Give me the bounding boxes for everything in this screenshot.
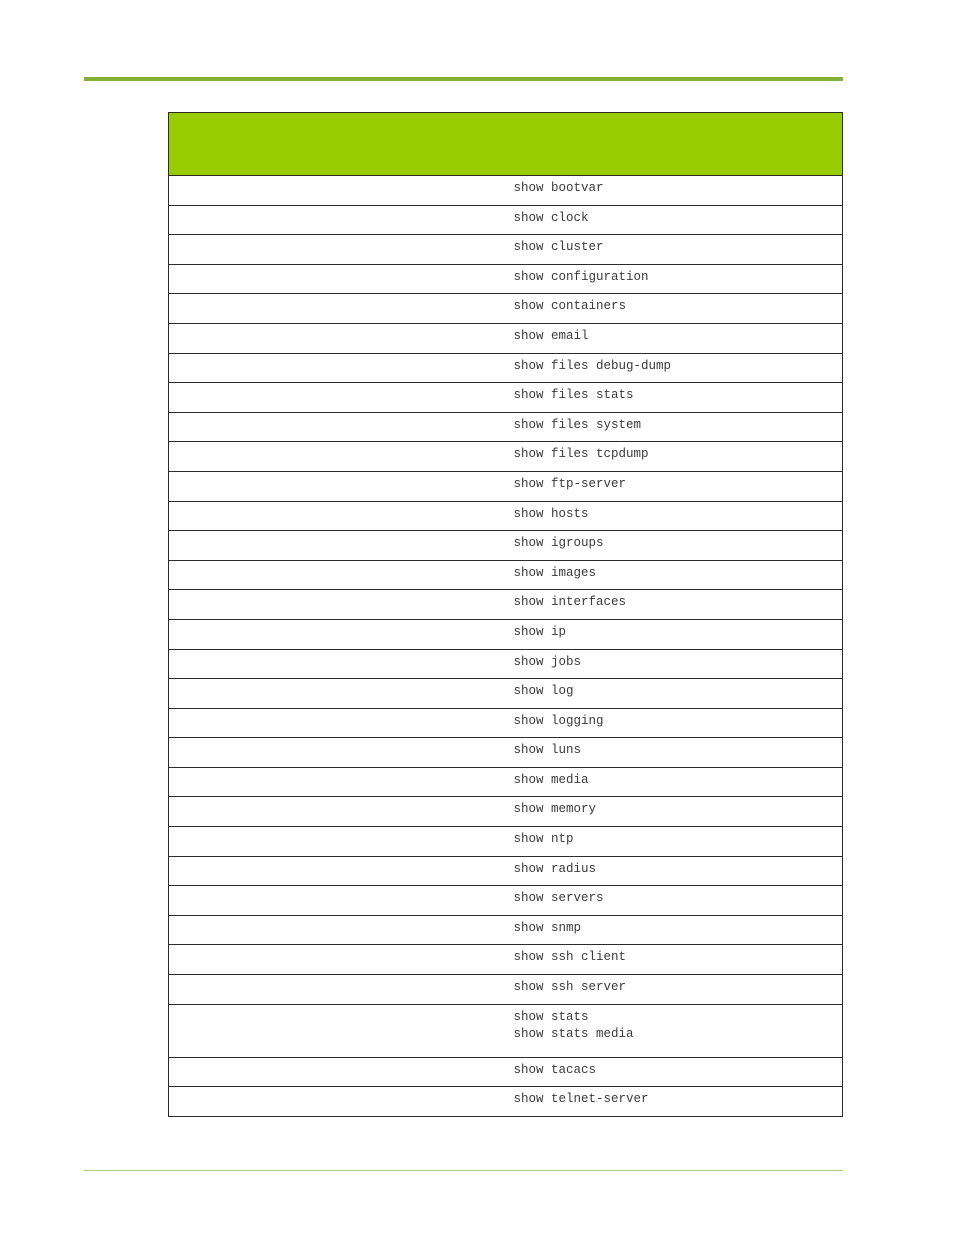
command-text: show ssh client — [513, 950, 627, 965]
table-row — [169, 708, 843, 738]
table-body — [169, 176, 843, 1117]
command-cell — [506, 383, 843, 413]
row-label-cell — [169, 975, 506, 1005]
row-label-cell — [169, 471, 506, 501]
command-cell — [506, 264, 843, 294]
table-row — [169, 975, 843, 1005]
command-cell — [506, 353, 843, 383]
command-text: show ntp — [513, 832, 574, 847]
footer-rule — [84, 1170, 843, 1171]
command-text: show containers — [513, 299, 627, 314]
command-cell — [506, 176, 843, 206]
command-cell — [506, 827, 843, 857]
header-rule — [84, 77, 843, 81]
command-text: show files tcpdump — [513, 447, 649, 462]
table-row — [169, 856, 843, 886]
table-row — [169, 323, 843, 353]
command-text: show files stats — [513, 388, 634, 403]
header-cell-right — [506, 113, 843, 176]
table-row — [169, 531, 843, 561]
command-text: show configuration — [513, 269, 649, 284]
command-cell — [506, 886, 843, 916]
command-cell — [506, 1057, 843, 1087]
command-cell — [506, 738, 843, 768]
command-cell — [506, 708, 843, 738]
table-row — [169, 205, 843, 235]
command-text: show luns — [513, 743, 582, 758]
table-row — [169, 235, 843, 265]
command-text: show igroups — [513, 536, 604, 551]
table-row — [169, 412, 843, 442]
row-label-cell — [169, 856, 506, 886]
command-text: show ftp-server — [513, 476, 627, 491]
row-label-cell — [169, 886, 506, 916]
row-label-cell — [169, 264, 506, 294]
table-row — [169, 590, 843, 620]
row-label-cell — [169, 1004, 506, 1057]
row-label-cell — [169, 915, 506, 945]
command-cell — [506, 471, 843, 501]
command-text: show media — [513, 772, 589, 787]
row-label-cell — [169, 235, 506, 265]
command-text: show servers — [513, 891, 604, 906]
command-text: show clock — [513, 210, 589, 225]
row-label-cell — [169, 679, 506, 709]
table-row — [169, 471, 843, 501]
table-row — [169, 442, 843, 472]
command-text: show files debug-dump — [513, 358, 672, 373]
table-row — [169, 501, 843, 531]
command-text: show ip — [513, 624, 567, 639]
command-text: show memory — [513, 802, 597, 817]
row-label-cell — [169, 176, 506, 206]
command-text: show jobs — [513, 654, 582, 669]
command-cell — [506, 412, 843, 442]
row-label-cell — [169, 827, 506, 857]
row-label-cell — [169, 945, 506, 975]
command-text: show email — [513, 328, 589, 343]
command-cell — [506, 501, 843, 531]
row-label-cell — [169, 353, 506, 383]
row-label-cell — [169, 531, 506, 561]
table-row — [169, 945, 843, 975]
row-label-cell — [169, 560, 506, 590]
table-row — [169, 294, 843, 324]
header-cell-left — [169, 113, 506, 176]
table-row — [169, 176, 843, 206]
table-row — [169, 679, 843, 709]
command-text: show radius — [513, 861, 597, 876]
command-text: show tacacs — [513, 1062, 597, 1077]
row-label-cell — [169, 323, 506, 353]
command-text: show stats — [513, 1009, 589, 1024]
command-cell — [506, 679, 843, 709]
command-cell — [506, 1087, 843, 1117]
command-text: show bootvar — [513, 181, 604, 195]
command-cell — [506, 590, 843, 620]
row-label-cell — [169, 797, 506, 827]
table-row — [169, 353, 843, 383]
table-row — [169, 1004, 843, 1057]
table-row — [169, 1087, 843, 1117]
command-text: show snmp — [513, 920, 582, 935]
command-cell — [506, 767, 843, 797]
table-row — [169, 797, 843, 827]
row-label-cell — [169, 383, 506, 413]
command-cell — [506, 294, 843, 324]
command-cell — [506, 323, 843, 353]
table-row — [169, 560, 843, 590]
row-label-cell — [169, 1087, 506, 1117]
command-cell — [506, 235, 843, 265]
row-label-cell — [169, 767, 506, 797]
command-text: show files system — [513, 417, 642, 432]
command-text: show logging — [513, 713, 604, 728]
row-label-cell — [169, 442, 506, 472]
command-cell — [506, 649, 843, 679]
table-row — [169, 619, 843, 649]
command-cell — [506, 205, 843, 235]
row-label-cell — [169, 205, 506, 235]
command-cell — [506, 560, 843, 590]
table-row — [169, 738, 843, 768]
row-label-cell — [169, 708, 506, 738]
row-label-cell — [169, 501, 506, 531]
row-label-cell — [169, 294, 506, 324]
table-row — [169, 264, 843, 294]
command-cell — [506, 856, 843, 886]
command-text: show hosts — [513, 506, 589, 521]
command-cell — [506, 531, 843, 561]
table-row — [169, 383, 843, 413]
command-cell — [506, 975, 843, 1005]
row-label-cell — [169, 649, 506, 679]
table-row — [169, 886, 843, 916]
command-text: show cluster — [513, 240, 604, 255]
row-label-cell — [169, 619, 506, 649]
row-label-cell — [169, 412, 506, 442]
command-text: show telnet-server — [513, 1092, 649, 1107]
table-row — [169, 1057, 843, 1087]
command-text: show stats media — [513, 1026, 634, 1041]
command-text: show log — [513, 684, 574, 699]
table-row — [169, 827, 843, 857]
table-row — [169, 649, 843, 679]
row-label-cell — [169, 590, 506, 620]
row-label-cell — [169, 738, 506, 768]
command-cell — [506, 442, 843, 472]
row-label-cell — [169, 1057, 506, 1087]
command-text: show interfaces — [513, 595, 627, 610]
command-cell — [506, 915, 843, 945]
command-cell — [506, 945, 843, 975]
table-row — [169, 767, 843, 797]
table-header-row — [169, 113, 843, 176]
command-cell — [506, 1004, 843, 1057]
command-table — [168, 112, 843, 1117]
table-row — [169, 915, 843, 945]
command-text: show images — [513, 565, 597, 580]
command-cell — [506, 797, 843, 827]
command-text: show ssh server — [513, 980, 627, 995]
command-cell — [506, 619, 843, 649]
